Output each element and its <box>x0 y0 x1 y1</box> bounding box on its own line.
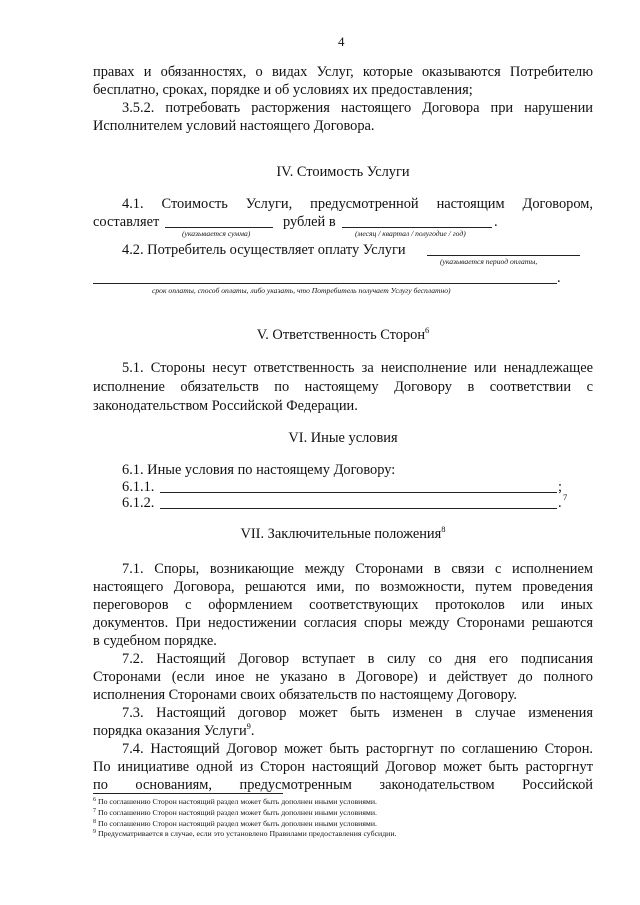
footnote-ref-9: 9 <box>246 721 251 731</box>
clause-5-1-cont: исполнение обязательств по настоящему Договору в соответствии с <box>93 379 593 395</box>
clause-7-4-cont: по основаниям, предусмотренным законодательством Российской <box>93 777 593 793</box>
footnote-9 <box>93 829 396 839</box>
clause-4-1-end: . <box>494 214 498 230</box>
clause-7-3-text: порядка оказания Услуги <box>93 723 247 739</box>
footnote-mark: 6 <box>93 797 96 803</box>
section-heading-liability <box>93 326 593 344</box>
footnote-8 <box>93 819 377 829</box>
payment-period-blank-line <box>427 255 580 256</box>
section-heading-final-text: VII. Заключительные положения <box>240 526 442 542</box>
clause-7-1-cont: настоящего Договора, решаются ими, по возможности, путем проведения <box>93 579 593 595</box>
page-number: 4 <box>338 34 345 49</box>
hint-payment-period: (указывается период оплаты, <box>440 257 538 266</box>
clause-7-4: 7.4. Настоящий Договор может быть расторгнут по соглашению Сторон. <box>122 741 593 757</box>
clause-7-1-cont: документов. При недостижении согласия споры между Сторонами решаются <box>93 615 593 631</box>
clause-7-2: 7.2. Настоящий Договор вступает в силу со дня его подписания <box>122 651 593 667</box>
clause-6-1-2-label: 6.1.2. <box>122 495 155 511</box>
clause-5-1: 5.1. Стороны несут ответственность за неисполнение или ненадлежащее <box>122 360 593 376</box>
clause-5-1-cont: законодательством Российской Федерации. <box>93 398 358 414</box>
clause-6-1-1-blank <box>160 492 557 493</box>
footnote-text: По соглашению Сторон настоящий раздел может быть дополнен иными условиями. <box>97 808 377 817</box>
clause-7-3-end: . <box>250 723 255 739</box>
footnote-separator <box>93 793 283 794</box>
hint-period: (месяц / квартал / полугодие / год) <box>355 229 466 238</box>
clause-7-2-cont: Сторонами (если иное не указано в Договоре) и действует до полного <box>93 669 593 685</box>
clause-4-1: 4.1. Стоимость Услуги, предусмотренной настоящим Договором, <box>122 196 593 212</box>
clause-3-5-2-cont: Исполнителем условий настоящего Договора. <box>93 118 375 134</box>
clause-6-1-1-label: 6.1.1. <box>122 479 155 495</box>
clause-7-1-cont: в судебном порядке. <box>93 633 217 649</box>
clause-4-2: 4.2. Потребитель осуществляет оплату Услуги <box>122 242 406 258</box>
footnote-7 <box>93 808 377 818</box>
footnote-text: Предусматривается в случае, если это установлено Правилами предоставления субсидии. <box>97 829 397 838</box>
payment-terms-blank-line <box>93 283 557 284</box>
footnote-text: По соглашению Сторон настоящий раздел может быть дополнен иными условиями. <box>97 819 377 828</box>
clause-6-1: 6.1. Иные условия по настоящему Договору: <box>122 462 396 478</box>
footnote-text: По соглашению Сторон настоящий раздел может быть дополнен иными условиями. <box>97 797 377 806</box>
clause-4-1-prefix: составляет <box>93 214 160 230</box>
period-blank-line <box>342 227 492 228</box>
clause-7-3-cont <box>93 722 255 740</box>
footnote-ref-8: 8 <box>441 524 446 534</box>
clause-7-3: 7.3. Настоящий договор может быть изменен в случае изменения <box>122 705 593 721</box>
footnote-mark: 8 <box>93 819 96 825</box>
clause-3-5-2: 3.5.2. потребовать расторжения настоящего Договора при нарушении <box>122 100 593 116</box>
continued-paragraph-line: бесплатно, сроках, порядке и об условиях их предоставления; <box>93 82 473 98</box>
clause-7-1-cont: переговоров с оформлением соответствующих протоколов или иных <box>93 597 593 613</box>
clause-6-1-2-blank <box>160 508 557 509</box>
sum-blank-line <box>165 227 273 228</box>
clause-4-1-mid: рублей в <box>283 214 336 230</box>
footnote-6 <box>93 797 377 807</box>
continued-paragraph-line: правах и обязанностях, о видах Услуг, которые оказываются Потребителю <box>93 64 593 80</box>
section-heading-other: VI. Иные условия <box>288 430 398 446</box>
footnote-mark: 7 <box>93 808 96 814</box>
section-heading-liability-text: V. Ответственность Сторон <box>256 327 426 343</box>
clause-6-1-2-end: . <box>558 495 562 511</box>
clause-7-1: 7.1. Споры, возникающие между Сторонами в связи с исполнением <box>122 561 593 577</box>
hint-sum: (указывается сумма) <box>182 229 251 238</box>
footnote-ref-7: 7 <box>563 492 568 502</box>
clause-7-2-cont: исполнения Сторонами своих обязательств по настоящему Договору. <box>93 687 517 703</box>
section-heading-cost: IV. Стоимость Услуги <box>276 164 410 180</box>
clause-4-2-end: . <box>557 270 561 286</box>
footnote-mark: 9 <box>93 829 96 835</box>
clause-7-4-cont: По инициативе одной из Сторон настоящий Договор может быть расторгнут <box>93 759 593 775</box>
clause-6-1-1-end: ; <box>558 479 562 495</box>
section-heading-final <box>93 525 593 543</box>
footnote-ref-6: 6 <box>425 325 430 335</box>
hint-payment-terms: срок оплаты, способ оплаты, либо указать, что Потребитель получает Услугу бесплатно) <box>152 286 451 295</box>
